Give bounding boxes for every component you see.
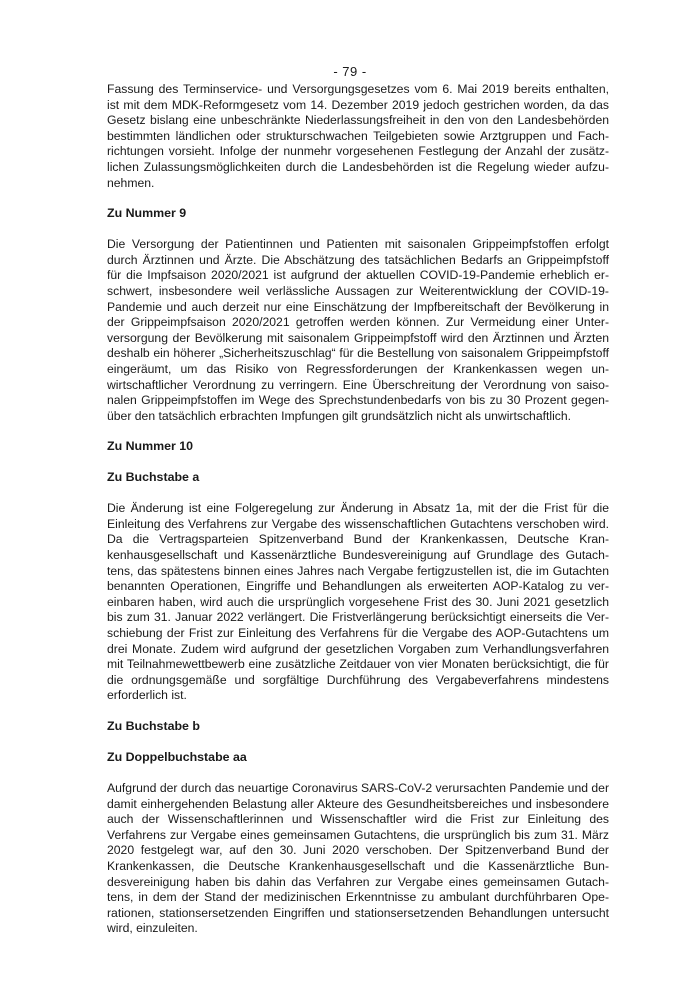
paragraph-coronavirus: Aufgrund der durch das neuartige Coronavirus SARS-CoV-2 verursachten Pandemie und der damit einhergehenden Belastung aller Akteure des Gesundheitsbereiches und insbesondere auch der Wissenschaftlerinnen und Wissenschaftler wird die Frist zur Einleitung des Verfahrens zur Vergabe eines gemeinsamen Gutachtens, die ursprünglich bis zum 31. März 2020 festgelegt war, auf den 30. Juni 2020 verschoben. Der Spitzenverband Bund der Krankenkassen, die Deutsche Krankenhausgesellschaft und die Kassenärztliche Bundesvereinigung haben bis dahin das Verfahren zur Vergabe eines gemeinsamen Gutachtens, in dem der Stand der medizinischen Erkenntnisse zu ambulant durchführbaren Operationen, stationsersetzenden Eingriffen und stationsersetzenden Behandlungen untersucht wird, einzuleiten.	[107, 781, 610, 936]
document-body	[107, 82, 609, 937]
heading-zu-doppelbuchstabe-aa: Zu Doppelbuchstabe aa	[107, 750, 247, 764]
heading-zu-buchstabe-a: Zu Buchstabe a	[107, 470, 200, 485]
heading-zu-nummer-10: Zu Nummer 10	[107, 439, 194, 454]
paragraph-grippeimpfstoff: Die Versorgung der Patientinnen und Patienten mit saisonalen Grippeimpfstoffen erfolgt durch Ärztinnen und Ärzte. Die Abschätzung des tatsächlichen Bedarfs an Grippeimpfstoff für die Impfsaison 2020/2021 ist aufgrund der aktuellen COVID-19-Pandemie erheblich erschwert, insbesondere weil verlässliche Aussagen zur Weiterentwicklung der COVID-19-Pandemie und auch derzeit nur eine Einschätzung der Impfbereitschaft der Bevölkerung in der Grippeimpfsaison 2020/2021 getroffen werden können. Zur Vermeidung einer Unterversorgung der Bevölkerung mit saisonalem Grippeimpfstoff wird den Ärztinnen und Ärzten deshalb ein höherer „Sicherheitszuschlag“ für die Bestellung von saisonalem Grippeimpfstoff eingeräumt, um das Risiko von Regressforderungen der Krankenkassen wegen unwirtschaftlicher Verordnung zu verringern. Eine Überschreitung der Verordnung von saisonalen Grippeimpfstoffen im Wege des Sprechstundenbedarfs von bis zu 30 Prozent gegenüber den tatsächlich erbrachten Impfungen gilt grundsätzlich nicht als unwirtschaftlich.	[107, 237, 609, 423]
heading-zu-buchstabe-b: Zu Buchstabe b	[107, 719, 200, 733]
paragraph-aop-gutachten: Die Änderung ist eine Folgeregelung zur Änderung in Absatz 1a, mit der die Frist für die Einleitung des Verfahrens zur Vergabe des wissenschaftlichen Gutachtens verschoben wird. Da die Vertragsparteien Spitzenverband Bund der Krankenkassen, Deutsche Krankenhausgesellschaft und Kassenärztliche Bundesvereinigung auf Grundlage des Gutachtens, das spätestens binnen eines Jahres nach Vergabe fertigzustellen ist, die im Gutachten benannten Operationen, Eingriffe und Behandlungen als erweiterten AOP-Katalog zu vereinbaren haben, wird auch die ursprünglich vorgesehene Frist des 30. Juni 2021 gesetzlich bis zum 31. Januar 2022 verlängert. Die Fristverlängerung berücksichtigt einerseits die Verschiebung der Frist zur Einleitung des Verfahrens für die Vergabe des AOP-Gutachtens um drei Monate. Zudem wird aufgrund der gesetzlichen Vorgaben zum Verhandlungsverfahren mit Teilnahmewettbewerb eine zusätzliche Zeitdauer von vier Monaten berücksichtigt, die für die ordnungsgemäße und sorgfältige Durchführung des Vergabeverfahrens mindestens erforderlich ist.	[107, 501, 609, 703]
page-number: - 79 -	[333, 64, 367, 79]
heading-zu-nummer-9: Zu Nummer 9	[107, 206, 187, 221]
paragraph-continuation: Fassung des Terminservice- und Versorgungsgesetzes vom 6. Mai 2019 bereits enthalten, ist mit dem MDK-Reformgesetz vom 14. Dezember 2019 jedoch gestrichen worden, da das Gesetz bislang eine unbeschränkte Niederlassungsfreiheit in den von den Landesbehörden bestimmten ländlichen oder strukturschwachen Teilgebieten sowie Arztgruppen und Fachrichtungen vorsieht. Infolge der nunmehr vorgesehenen Festlegung der Anzahl der zusätzlichen Zulassungsmöglichkeiten durch die Landesbehörden ist die Regelung wieder aufzunehmen.	[107, 82, 609, 190]
